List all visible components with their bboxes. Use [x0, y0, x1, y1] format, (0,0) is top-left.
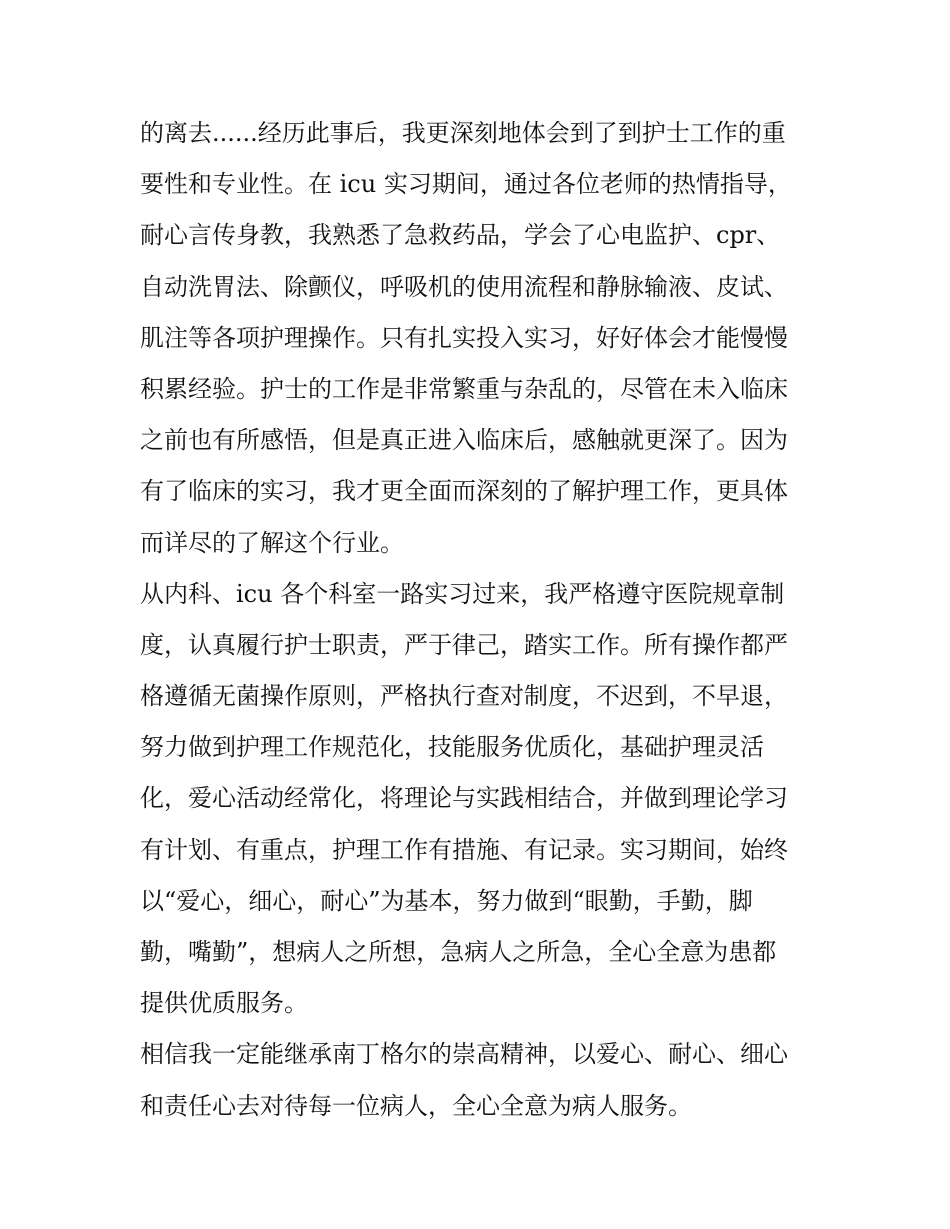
text-line: 提供优质服务。	[140, 989, 308, 1018]
text-line: 有计划、有重点，护理工作有措施、有记录。实习期间，始终	[140, 835, 788, 864]
text-line: 积累经验。护士的工作是非常繁重与杂乱的，尽管在未入临床	[140, 374, 788, 403]
text-line: 要性和专业性。在 icu 实习期间，通过各位老师的热情指导，	[140, 170, 792, 199]
document-body	[140, 108, 830, 1132]
text-line: 相信我一定能继承南丁格尔的崇高精神，以爱心、耐心、细心	[140, 1040, 788, 1069]
text-line: 之前也有所感悟，但是真正进入临床后，感触就更深了。因为	[140, 426, 788, 455]
text-line: 和责任心去对待每一位病人，全心全意为病人服务。	[140, 1091, 692, 1120]
text-line: 自动洗胃法、除颤仪，呼吸机的使用流程和静脉输液、皮试、	[140, 272, 788, 301]
text-line: 格遵循无菌操作原则，严格执行查对制度，不迟到，不早退，	[140, 682, 788, 711]
text-line: 耐心言传身教，我熟悉了急救药品，学会了心电监护、cpr、	[140, 221, 781, 250]
text-line: 以“爱心，细心，耐心”为基本，努力做到“眼勤，手勤，脚	[140, 886, 753, 915]
text-line: 肌注等各项护理操作。只有扎实投入实习，好好体会才能慢慢	[140, 323, 788, 352]
text-line: 化，爱心活动经常化，将理论与实践相结合，并做到理论学习	[140, 784, 788, 813]
text-line: 而详尽的了解这个行业。	[140, 528, 404, 557]
text-line: 有了临床的实习，我才更全面而深刻的了解护理工作，更具体	[140, 477, 788, 506]
text-line: 度，认真履行护士职责，严于律己，踏实工作。所有操作都严	[140, 630, 788, 659]
text-line: 勤，嘴勤”，想病人之所想，急病人之所急，全心全意为患都	[140, 938, 777, 966]
text-line: 努力做到护理工作规范化，技能服务优质化，基础护理灵活	[140, 733, 764, 762]
text-line: 从内科、icu 各个科室一路实习过来，我严格遵守医院规章制	[140, 579, 785, 608]
text-line: 的离去......经历此事后，我更深刻地体会到了到护士工作的重	[140, 119, 786, 147]
